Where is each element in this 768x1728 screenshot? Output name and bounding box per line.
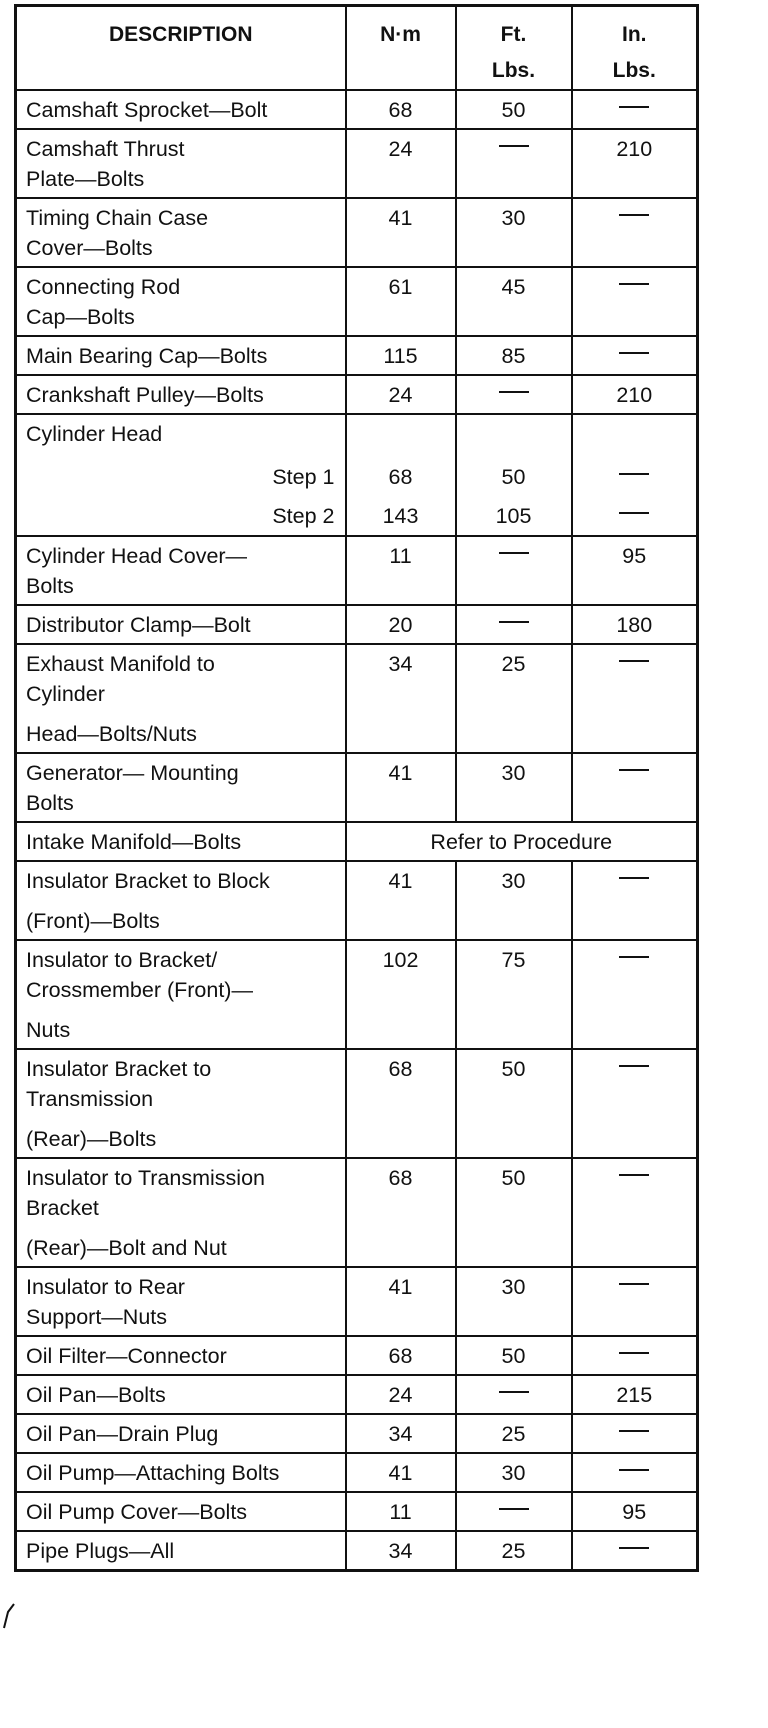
nm-cell [346, 1414, 456, 1453]
description-line: (Front)—Bolts [26, 909, 160, 933]
in-lbs-cell [572, 1336, 698, 1375]
ft-lbs-cell-value: 50 [501, 1344, 526, 1368]
header-in-lbs [572, 6, 698, 91]
description-line: Camshaft Sprocket—Bolt [26, 98, 268, 122]
nm-cell-value: 41 [388, 869, 413, 893]
ft-lbs-cell [456, 1531, 572, 1571]
dash-mark [499, 1508, 529, 1510]
ft-lbs-cell [456, 861, 572, 940]
nm-cell-value: 34 [388, 652, 413, 676]
description-line: Step 1 [272, 465, 335, 489]
description-line: Cylinder [26, 682, 105, 706]
description-cell [16, 414, 346, 458]
in-lbs-cell-value: 180 [616, 613, 653, 637]
nm-cell-value: 68 [388, 465, 413, 489]
nm-cell-value: 11 [389, 1500, 412, 1524]
table-row [16, 336, 698, 375]
description-line: (Rear)—Bolts [26, 1127, 157, 1151]
description-line: Support—Nuts [26, 1305, 168, 1329]
in-lbs-cell [572, 1453, 698, 1492]
in-lbs-cell [572, 605, 698, 644]
description-line: (Rear)—Bolt and Nut [26, 1236, 227, 1260]
description-line: Nuts [26, 1018, 71, 1042]
description-line: Cover—Bolts [26, 236, 153, 260]
description-cell [16, 1375, 346, 1414]
dash-mark [619, 1174, 649, 1176]
nm-cell [346, 90, 456, 129]
table-row [16, 1049, 698, 1158]
dash-mark [499, 145, 529, 147]
ft-lbs-cell [456, 753, 572, 822]
nm-cell-value: 11 [389, 544, 412, 568]
dash-mark [499, 621, 529, 623]
table-row [16, 536, 698, 605]
ft-lbs-cell-value: 30 [501, 761, 526, 785]
in-lbs-cell [572, 753, 698, 822]
table-row [16, 90, 698, 129]
ft-lbs-cell-value: 25 [501, 1539, 526, 1563]
description-line: Generator— Mounting [26, 761, 239, 785]
table-row [16, 1453, 698, 1492]
dash-mark [619, 1352, 649, 1354]
description-cell [16, 605, 346, 644]
dash-mark [619, 214, 649, 216]
nm-cell [346, 1049, 456, 1158]
in-lbs-cell [572, 861, 698, 940]
in-lbs-cell [572, 458, 698, 497]
in-lbs-cell [572, 336, 698, 375]
description-cell [16, 90, 346, 129]
description-line: Intake Manifold—Bolts [26, 830, 242, 854]
nm-cell [346, 267, 456, 336]
ft-lbs-cell-value: 30 [501, 206, 526, 230]
ft-lbs-cell-value: 30 [501, 869, 526, 893]
table-row [16, 861, 698, 940]
description-cell [16, 1158, 346, 1267]
nm-cell [346, 1492, 456, 1531]
in-lbs-cell [572, 414, 698, 458]
nm-cell [346, 1158, 456, 1267]
header-ft-line1: Ft. [500, 23, 527, 46]
in-lbs-cell [572, 536, 698, 605]
table-row [16, 753, 698, 822]
description-cell [16, 267, 346, 336]
ft-lbs-cell [456, 1375, 572, 1414]
description-line: Bracket [26, 1196, 99, 1220]
description-line: Bolts [26, 574, 74, 598]
nm-cell [346, 375, 456, 414]
nm-cell [346, 605, 456, 644]
description-line: Crankshaft Pulley—Bolts [26, 383, 264, 407]
nm-cell-value: 115 [383, 344, 418, 368]
nm-cell-value: 41 [388, 1461, 413, 1485]
description-line: Bolts [26, 791, 74, 815]
description-line: Insulator to Bracket/ [26, 948, 218, 972]
description-cell [16, 1049, 346, 1158]
ft-lbs-cell-value: 50 [501, 98, 526, 122]
description-line: Oil Pump—Attaching Bolts [26, 1461, 280, 1485]
ft-lbs-cell [456, 605, 572, 644]
ft-lbs-cell [456, 1453, 572, 1492]
in-lbs-cell-value: 95 [622, 544, 647, 568]
description-line: Step 2 [272, 504, 335, 528]
ft-lbs-cell-value: 45 [501, 275, 526, 299]
dash-mark [619, 1469, 649, 1471]
table-row [16, 1336, 698, 1375]
nm-cell [346, 753, 456, 822]
description-line: Insulator Bracket to Block [26, 869, 270, 893]
in-lbs-cell [572, 375, 698, 414]
in-lbs-cell [572, 1375, 698, 1414]
description-line: Connecting Rod [26, 275, 181, 299]
table-row [16, 414, 698, 458]
description-line: Main Bearing Cap—Bolts [26, 344, 268, 368]
description-line: Oil Pan—Bolts [26, 1383, 166, 1407]
description-cell [16, 1414, 346, 1453]
description-line: Timing Chain Case [26, 206, 209, 230]
ft-lbs-cell [456, 1267, 572, 1336]
description-cell [16, 940, 346, 1049]
description-cell [16, 1531, 346, 1571]
ft-lbs-cell [456, 497, 572, 536]
nm-cell-value: 68 [388, 1344, 413, 1368]
description-line: Head—Bolts/Nuts [26, 722, 197, 746]
in-lbs-cell [572, 1267, 698, 1336]
description-cell [16, 536, 346, 605]
table-row [16, 644, 698, 753]
table-row [16, 1531, 698, 1571]
dash-mark [619, 473, 649, 475]
nm-cell-value: 41 [388, 761, 413, 785]
dash-mark [619, 660, 649, 662]
table-body [16, 90, 698, 1571]
description-cell [16, 822, 346, 861]
description-line: Cylinder Head [26, 422, 163, 446]
ft-lbs-cell [456, 940, 572, 1049]
nm-cell [346, 129, 456, 198]
in-lbs-cell [572, 1492, 698, 1531]
ft-lbs-cell [456, 375, 572, 414]
ft-lbs-cell [456, 336, 572, 375]
table-row [16, 1158, 698, 1267]
nm-cell-value: 68 [388, 1166, 413, 1190]
dash-mark [619, 283, 649, 285]
ft-lbs-cell [456, 414, 572, 458]
torque-specifications-table [14, 4, 699, 1572]
nm-cell [346, 497, 456, 536]
nm-cell-value: 24 [388, 137, 413, 161]
in-lbs-cell-value: 215 [616, 1383, 653, 1407]
in-lbs-cell [572, 1531, 698, 1571]
nm-cell-value: 143 [382, 504, 419, 528]
description-line: Insulator Bracket to [26, 1057, 212, 1081]
ft-lbs-cell [456, 90, 572, 129]
ft-lbs-cell [456, 1336, 572, 1375]
dash-mark [499, 552, 529, 554]
header-row [16, 6, 698, 91]
header-nm [346, 6, 456, 91]
dash-mark [499, 391, 529, 393]
nm-cell [346, 861, 456, 940]
table-header [16, 6, 698, 91]
procedure-note: Refer to Procedure [430, 830, 613, 854]
nm-cell [346, 940, 456, 1049]
ft-lbs-cell [456, 458, 572, 497]
ft-lbs-cell [456, 267, 572, 336]
in-lbs-cell [572, 267, 698, 336]
step-label-cell [16, 497, 346, 536]
table-row [16, 1414, 698, 1453]
in-lbs-cell [572, 940, 698, 1049]
margin-tick-mark [1, 1602, 15, 1632]
description-cell [16, 1453, 346, 1492]
ft-lbs-cell-value: 85 [501, 344, 526, 368]
in-lbs-cell [572, 644, 698, 753]
dash-mark [499, 1391, 529, 1393]
header-ft-lbs [456, 6, 572, 91]
table-row [16, 940, 698, 1049]
table-row [16, 1267, 698, 1336]
table-row [16, 1492, 698, 1531]
nm-cell [346, 1453, 456, 1492]
in-lbs-cell-value: 210 [616, 137, 653, 161]
ft-lbs-cell-value: 105 [495, 504, 532, 528]
description-cell [16, 644, 346, 753]
table-row [16, 605, 698, 644]
description-line: Transmission [26, 1087, 154, 1111]
table-row [16, 198, 698, 267]
ft-lbs-cell-value: 50 [501, 1057, 526, 1081]
header-description-label: DESCRIPTION [108, 23, 253, 46]
in-lbs-cell [572, 497, 698, 536]
nm-cell [346, 458, 456, 497]
description-cell [16, 336, 346, 375]
description-line: Pipe Plugs—All [26, 1539, 175, 1563]
description-line: Distributor Clamp—Bolt [26, 613, 251, 637]
dash-mark [619, 1065, 649, 1067]
nm-cell-value: 20 [388, 613, 413, 637]
header-in-line1: In. [622, 23, 647, 46]
description-cell [16, 1336, 346, 1375]
ft-lbs-cell-value: 50 [501, 465, 526, 489]
description-line: Camshaft Thrust [26, 137, 185, 161]
header-in-line2: Lbs. [612, 59, 656, 82]
dash-mark [619, 106, 649, 108]
in-lbs-cell [572, 1414, 698, 1453]
header-nm-label: N·m [380, 23, 421, 46]
dash-mark [619, 769, 649, 771]
ft-lbs-cell [456, 1414, 572, 1453]
ft-lbs-cell-value: 50 [501, 1166, 526, 1190]
description-cell [16, 753, 346, 822]
nm-cell [346, 198, 456, 267]
dash-mark [619, 1547, 649, 1549]
description-line: Exhaust Manifold to [26, 652, 215, 676]
dash-mark [619, 1283, 649, 1285]
description-line: Cylinder Head Cover— [26, 544, 248, 568]
nm-cell-value: 34 [388, 1539, 413, 1563]
ft-lbs-cell-value: 30 [501, 1461, 526, 1485]
dash-mark [619, 956, 649, 958]
table-row [16, 497, 698, 536]
dash-mark [619, 1430, 649, 1432]
description-line: Oil Filter—Connector [26, 1344, 227, 1368]
in-lbs-cell-value: 95 [622, 1500, 647, 1524]
description-cell [16, 1492, 346, 1531]
table-row [16, 822, 698, 861]
ft-lbs-cell [456, 198, 572, 267]
description-cell [16, 375, 346, 414]
description-line: Oil Pan—Drain Plug [26, 1422, 219, 1446]
table-row [16, 129, 698, 198]
description-cell [16, 861, 346, 940]
ft-lbs-cell-value: 30 [501, 1275, 526, 1299]
in-lbs-cell [572, 1158, 698, 1267]
dash-mark [619, 877, 649, 879]
nm-cell-value: 24 [388, 1383, 413, 1407]
nm-cell [346, 644, 456, 753]
nm-cell-value: 41 [388, 1275, 413, 1299]
nm-cell [346, 1531, 456, 1571]
ft-lbs-cell [456, 1049, 572, 1158]
nm-cell-value: 41 [388, 206, 413, 230]
description-line: Insulator to Transmission [26, 1166, 265, 1190]
in-lbs-cell [572, 198, 698, 267]
nm-cell-value: 68 [388, 1057, 413, 1081]
ft-lbs-cell [456, 1492, 572, 1531]
procedure-note-cell [346, 822, 698, 861]
nm-cell [346, 414, 456, 458]
ft-lbs-cell [456, 129, 572, 198]
dash-mark [619, 352, 649, 354]
ft-lbs-cell-value: 75 [501, 948, 526, 972]
description-line: Insulator to Rear [26, 1275, 185, 1299]
description-line: Crossmember (Front)— [26, 978, 253, 1002]
nm-cell-value: 102 [382, 948, 419, 972]
ft-lbs-cell [456, 1158, 572, 1267]
table-row [16, 267, 698, 336]
description-line: Oil Pump Cover—Bolts [26, 1500, 248, 1524]
in-lbs-cell-value: 210 [616, 383, 653, 407]
table-row [16, 1375, 698, 1414]
in-lbs-cell [572, 90, 698, 129]
nm-cell [346, 1267, 456, 1336]
nm-cell-value: 34 [388, 1422, 413, 1446]
ft-lbs-cell [456, 644, 572, 753]
ft-lbs-cell [456, 536, 572, 605]
in-lbs-cell [572, 1049, 698, 1158]
ft-lbs-cell-value: 25 [501, 1422, 526, 1446]
ft-lbs-cell-value: 25 [501, 652, 526, 676]
header-description [16, 6, 346, 91]
dash-mark [619, 512, 649, 514]
nm-cell [346, 1336, 456, 1375]
nm-cell-value: 61 [388, 275, 413, 299]
header-ft-line2: Lbs. [491, 59, 536, 82]
description-cell [16, 129, 346, 198]
step-label-cell [16, 458, 346, 497]
nm-cell-value: 68 [388, 98, 413, 122]
nm-cell-value: 24 [388, 383, 413, 407]
description-cell [16, 198, 346, 267]
description-line: Cap—Bolts [26, 305, 135, 329]
nm-cell [346, 336, 456, 375]
table-row [16, 375, 698, 414]
in-lbs-cell [572, 129, 698, 198]
description-cell [16, 1267, 346, 1336]
nm-cell [346, 536, 456, 605]
table-row [16, 458, 698, 497]
description-line: Plate—Bolts [26, 167, 145, 191]
nm-cell [346, 1375, 456, 1414]
